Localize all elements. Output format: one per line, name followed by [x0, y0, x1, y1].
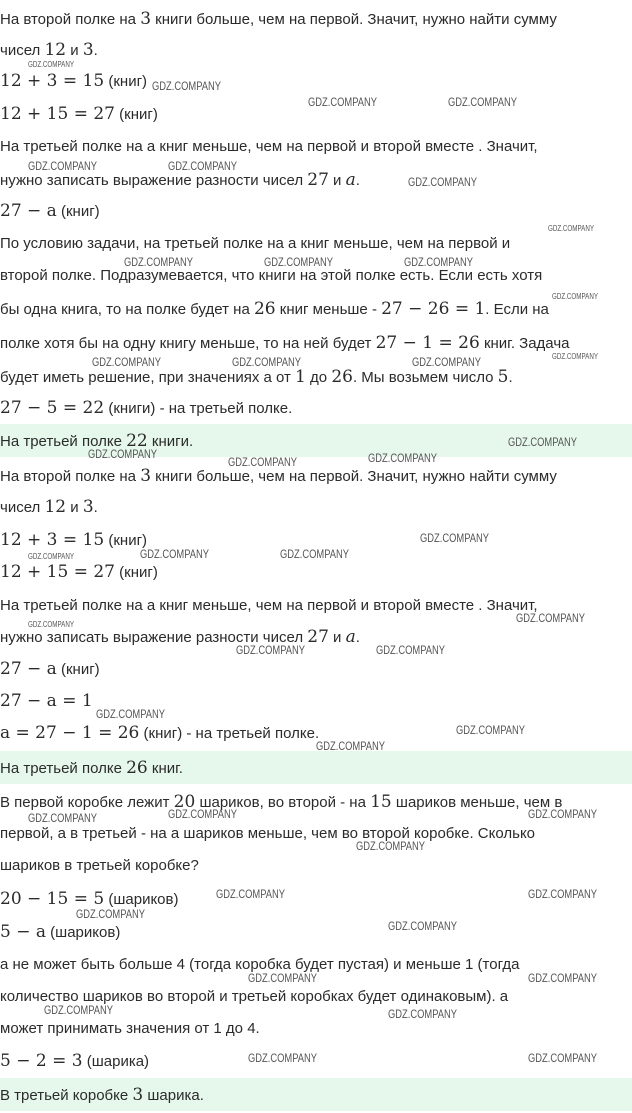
watermark: GDZ.COMPANY	[552, 352, 598, 361]
watermark: GDZ.COMPANY	[548, 224, 594, 233]
watermark: GDZ.COMPANY	[508, 435, 577, 449]
watermark: GDZ.COMPANY	[308, 95, 377, 109]
text-line: полке хотя бы на одну книгу меньше, то на ней будет 27 − 1 = 26 книг. Задача	[0, 333, 570, 353]
watermark: GDZ.COMPANY	[356, 839, 425, 853]
watermark: GDZ.COMPANY	[28, 159, 97, 173]
watermark: GDZ.COMPANY	[448, 95, 517, 109]
answer-line: В третьей коробке 3 шарика.	[0, 1085, 204, 1105]
text-line: может принимать значения от 1 до 4.	[0, 1020, 260, 1037]
text-line: чисел 12 и 3.	[0, 497, 98, 517]
watermark: GDZ.COMPANY	[528, 971, 597, 985]
equation-line: 12 + 15 = 27 (книг)	[0, 104, 158, 124]
watermark: GDZ.COMPANY	[264, 255, 333, 269]
watermark: GDZ.COMPANY	[88, 447, 157, 461]
text-line: будет иметь решение, при значениях а от 1 до 26. Мы возьмем число 5.	[0, 367, 513, 387]
watermark: GDZ.COMPANY	[280, 547, 349, 561]
equation-line: 5 − 2 = 3 (шарика)	[0, 1051, 150, 1071]
watermark: GDZ.COMPANY	[528, 807, 597, 821]
answer-line: На третьей полке 26 книг.	[0, 758, 183, 778]
watermark: GDZ.COMPANY	[236, 643, 305, 657]
watermark: GDZ.COMPANY	[528, 887, 597, 901]
text-line: На третьей полке на а книг меньше, чем на первой и второй вместе . Значит,	[0, 597, 538, 614]
watermark: GDZ.COMPANY	[408, 175, 477, 189]
watermark: GDZ.COMPANY	[92, 355, 161, 369]
text-line: По условию задачи, на третьей полке на а книг меньше, чем на первой и	[0, 235, 511, 252]
watermark: GDZ.COMPANY	[28, 620, 74, 629]
equation-line: 12 + 3 = 15 (книг)	[0, 71, 148, 91]
text-line: количество шариков во второй и третьей коробках будет одинаковым). а	[0, 988, 509, 1005]
watermark: GDZ.COMPANY	[316, 739, 385, 753]
watermark: GDZ.COMPANY	[140, 547, 209, 561]
watermark: GDZ.COMPANY	[96, 707, 165, 721]
watermark: GDZ.COMPANY	[232, 355, 301, 369]
text-line: нужно записать выражение разности чисел 27 и a.	[0, 627, 360, 647]
text-line: нужно записать выражение разности чисел 27 и a.	[0, 170, 360, 190]
watermark: GDZ.COMPANY	[152, 79, 221, 93]
watermark: GDZ.COMPANY	[28, 811, 97, 825]
equation-line: 27 − a (книг)	[0, 201, 100, 221]
watermark: GDZ.COMPANY	[168, 807, 237, 821]
watermark: GDZ.COMPANY	[552, 292, 598, 301]
watermark: GDZ.COMPANY	[404, 255, 473, 269]
text-line: бы одна книга, то на полке будет на 26 книг меньше - 27 − 26 = 1. Если на	[0, 299, 549, 319]
equation-line: a = 27 − 1 = 26 (книг) - на третьей полке.	[0, 723, 320, 743]
watermark: GDZ.COMPANY	[28, 60, 74, 69]
watermark: GDZ.COMPANY	[216, 887, 285, 901]
watermark: GDZ.COMPANY	[228, 455, 297, 469]
answer-line: На третьей полке 22 книги.	[0, 431, 194, 451]
watermark: GDZ.COMPANY	[516, 611, 585, 625]
text-line: На второй полке на 3 книги больше, чем на первой. Значит, нужно найти сумму	[0, 466, 557, 486]
watermark: GDZ.COMPANY	[456, 723, 525, 737]
watermark: GDZ.COMPANY	[388, 919, 457, 933]
watermark: GDZ.COMPANY	[248, 971, 317, 985]
text-line: В первой коробке лежит 20 шариков, во второй - на 15 шариков меньше, чем в	[0, 792, 563, 812]
text-line: второй полке. Подразумевается, что книги на этой полке есть. Если есть хотя	[0, 267, 543, 284]
text-line: а не может быть больше 4 (тогда коробка будет пустая) и меньше 1 (тогда	[0, 956, 520, 973]
watermark: GDZ.COMPANY	[28, 552, 74, 561]
equation-line: 5 − a (шариков)	[0, 922, 121, 942]
equation-line: 20 − 15 = 5 (шариков)	[0, 889, 179, 909]
watermark: GDZ.COMPANY	[368, 451, 437, 465]
text-line: чисел 12 и 3.	[0, 40, 98, 60]
text-line: На второй полке на 3 книги больше, чем на первой. Значит, нужно найти сумму	[0, 9, 557, 29]
watermark: GDZ.COMPANY	[376, 643, 445, 657]
watermark: GDZ.COMPANY	[412, 355, 481, 369]
watermark: GDZ.COMPANY	[44, 1003, 113, 1017]
watermark: GDZ.COMPANY	[168, 159, 237, 173]
watermark: GDZ.COMPANY	[528, 1051, 597, 1065]
watermark: GDZ.COMPANY	[388, 1007, 457, 1021]
watermark: GDZ.COMPANY	[248, 1051, 317, 1065]
watermark: GDZ.COMPANY	[124, 255, 193, 269]
watermark: GDZ.COMPANY	[76, 907, 145, 921]
equation-line: 12 + 15 = 27 (книг)	[0, 562, 158, 582]
text-line: На третьей полке на а книг меньше, чем на первой и второй вместе . Значит,	[0, 138, 538, 155]
text-line: шариков в третьей коробке?	[0, 857, 199, 874]
watermark: GDZ.COMPANY	[420, 531, 489, 545]
equation-line: 27 − a = 1	[0, 691, 93, 711]
equation-line: 12 + 3 = 15 (книг)	[0, 530, 148, 550]
text-line: первой, а в третьей - на а шариков меньше, чем во второй коробке. Сколько	[0, 825, 536, 842]
equation-line: 27 − a (книг)	[0, 659, 100, 679]
equation-line: 27 − 5 = 22 (книги) - на третьей полке.	[0, 398, 293, 418]
